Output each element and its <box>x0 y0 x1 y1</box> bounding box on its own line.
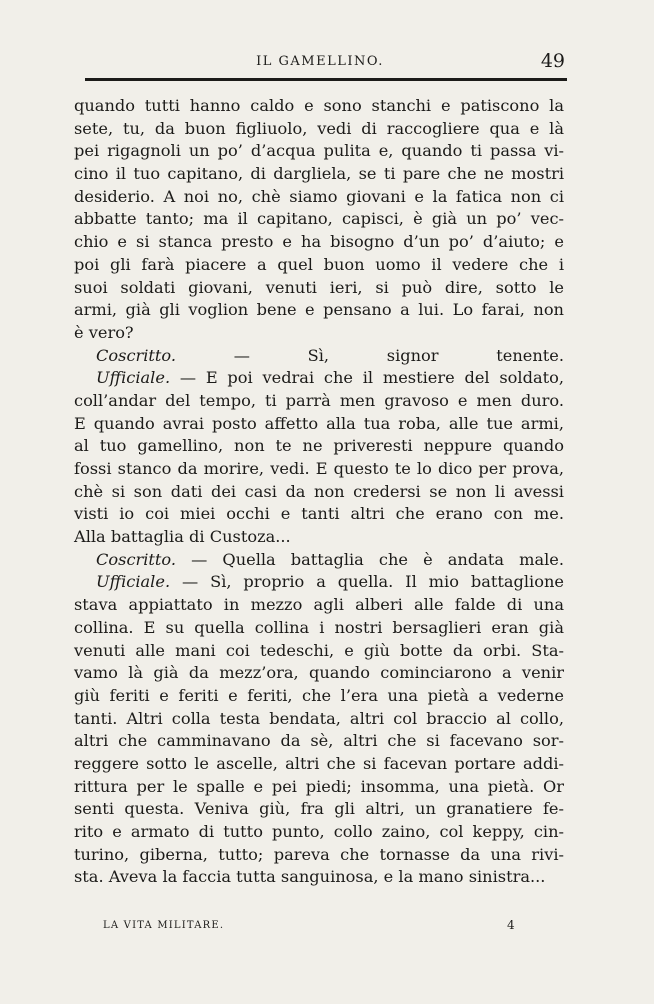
line-text: pei rigagnoli un po’ d’acqua pulita e, quando ti passa vi- <box>74 141 564 161</box>
line-text: cino il tuo capitano, di dargliela, se ti pare che ne mostri <box>74 164 564 184</box>
text-line <box>74 844 564 867</box>
text-line <box>74 390 564 413</box>
header-rule <box>85 78 567 81</box>
line-text: tanti. Altri colla testa bendata, altri col braccio al collo, <box>74 708 564 728</box>
line-text: rittura per le spalle e pei piedi; insomma, una pietà. Or <box>74 776 564 796</box>
line-text: — E poi vedrai che il mestiere del soldato, <box>170 368 564 388</box>
line-text: poi gli farà piacere a quel buon uomo il vedere che i <box>74 254 564 274</box>
text-line <box>74 594 564 617</box>
text-line <box>74 798 564 821</box>
page-footer <box>103 918 523 938</box>
text-line <box>74 435 564 458</box>
text-line <box>74 367 564 390</box>
line-text: al tuo gamellino, non te ne priveresti neppure quando <box>74 436 564 456</box>
text-line <box>74 95 564 118</box>
line-text: — Sì, signor tenente. <box>176 345 564 365</box>
footer-book-title: LA VITA MILITARE. <box>103 920 225 931</box>
speaker-label: Ufficiale. <box>96 368 171 388</box>
text-line <box>74 549 564 572</box>
line-text: stava appiattato in mezzo agli alberi alle falde di una <box>74 595 564 615</box>
line-text: suoi soldati giovani, venuti ieri, si può dire, sotto le <box>74 277 564 297</box>
text-line <box>74 140 564 163</box>
line-text: sta. Aveva la faccia tutta sanguinosa, e la mano sinistra... <box>74 867 546 887</box>
text-line <box>74 730 564 753</box>
line-text: armi, già gli voglion bene e pensano a lui. Lo farai, non <box>74 300 564 320</box>
text-line <box>74 458 564 481</box>
text-line <box>74 481 564 504</box>
text-line <box>74 118 564 141</box>
text-line <box>74 413 564 436</box>
text-line <box>74 866 564 889</box>
line-text: fossi stanco da morire, vedi. E questo te lo dico per prova, <box>74 459 564 478</box>
running-title: IL GAMELLINO. <box>256 54 384 69</box>
line-text: abbatte tanto; ma il capitano, capisci, è già un po’ vec- <box>74 209 564 229</box>
text-line <box>74 345 564 368</box>
text-line <box>74 617 564 640</box>
line-text: sete, tu, da buon figliuolo, vedi di raccogliere qua e là <box>74 118 564 138</box>
text-line <box>74 776 564 799</box>
text-line <box>74 821 564 844</box>
text-line <box>74 322 564 345</box>
text-line <box>74 571 564 594</box>
text-line <box>74 662 564 685</box>
text-line <box>74 231 564 254</box>
line-text: venuti alle mani coi tedeschi, e giù botte da orbi. Sta- <box>74 640 564 660</box>
text-line <box>74 186 564 209</box>
speaker-label: Coscritto. <box>96 345 177 365</box>
line-text: rito e armato di tutto punto, collo zaino, col keppy, cin- <box>74 822 564 841</box>
text-line <box>74 254 564 277</box>
speaker-label: Ufficiale. <box>96 572 171 592</box>
signature-mark: 4 <box>507 918 515 932</box>
text-line <box>74 277 564 300</box>
text-line <box>74 299 564 322</box>
line-text: vamo là già da mezz’ora, quando cominciarono a venir <box>74 663 564 683</box>
line-text: giù feriti e feriti e feriti, che l’era una pietà a vederne <box>74 685 564 705</box>
line-text: collina. E su quella collina i nostri bersaglieri eran già <box>74 617 564 637</box>
line-text: Alla battaglia di Custoza... <box>74 527 291 547</box>
line-text: chè si son dati dei casi da non credersi se non li avessi <box>74 481 564 501</box>
line-text: E quando avrai posto affetto alla tua roba, alle tue armi, <box>74 413 564 433</box>
line-text: quando tutti hanno caldo e sono stanchi e patiscono la <box>74 96 564 115</box>
line-text: è vero? <box>74 322 134 342</box>
text-line <box>74 163 564 186</box>
body-text <box>74 95 564 889</box>
line-text: coll’andar del tempo, ti parrà men gravoso e men duro. <box>74 390 564 410</box>
speaker-label: Coscritto. <box>96 549 177 569</box>
line-text: senti questa. Veniva giù, fra gli altri, un granatiere fe- <box>74 799 564 819</box>
line-text: desiderio. A noi no, chè siamo giovani e la fatica non ci <box>74 186 564 206</box>
line-text: — Quella battaglia che è andata male. <box>176 549 564 569</box>
text-line <box>74 640 564 663</box>
line-text: altri che camminavano da sè, altri che si facevano sor- <box>74 731 564 751</box>
line-text: visti io coi miei occhi e tanti altri che erano con me. <box>74 504 564 524</box>
page-number: 49 <box>540 50 565 72</box>
text-line <box>74 208 564 231</box>
line-text: chio e si stanca presto e ha bisogno d’un po’ d’aiuto; e <box>74 232 564 252</box>
text-line <box>74 526 564 549</box>
text-line <box>74 503 564 526</box>
text-line <box>74 708 564 731</box>
text-line <box>74 753 564 776</box>
line-text: — Sì, proprio a quella. Il mio battaglione <box>170 572 564 592</box>
line-text: turino, giberna, tutto; pareva che tornasse da una rivi- <box>74 844 564 864</box>
text-line <box>74 685 564 708</box>
page-header <box>75 50 565 72</box>
line-text: reggere sotto le ascelle, altri che si facevan portare addi- <box>74 753 564 773</box>
